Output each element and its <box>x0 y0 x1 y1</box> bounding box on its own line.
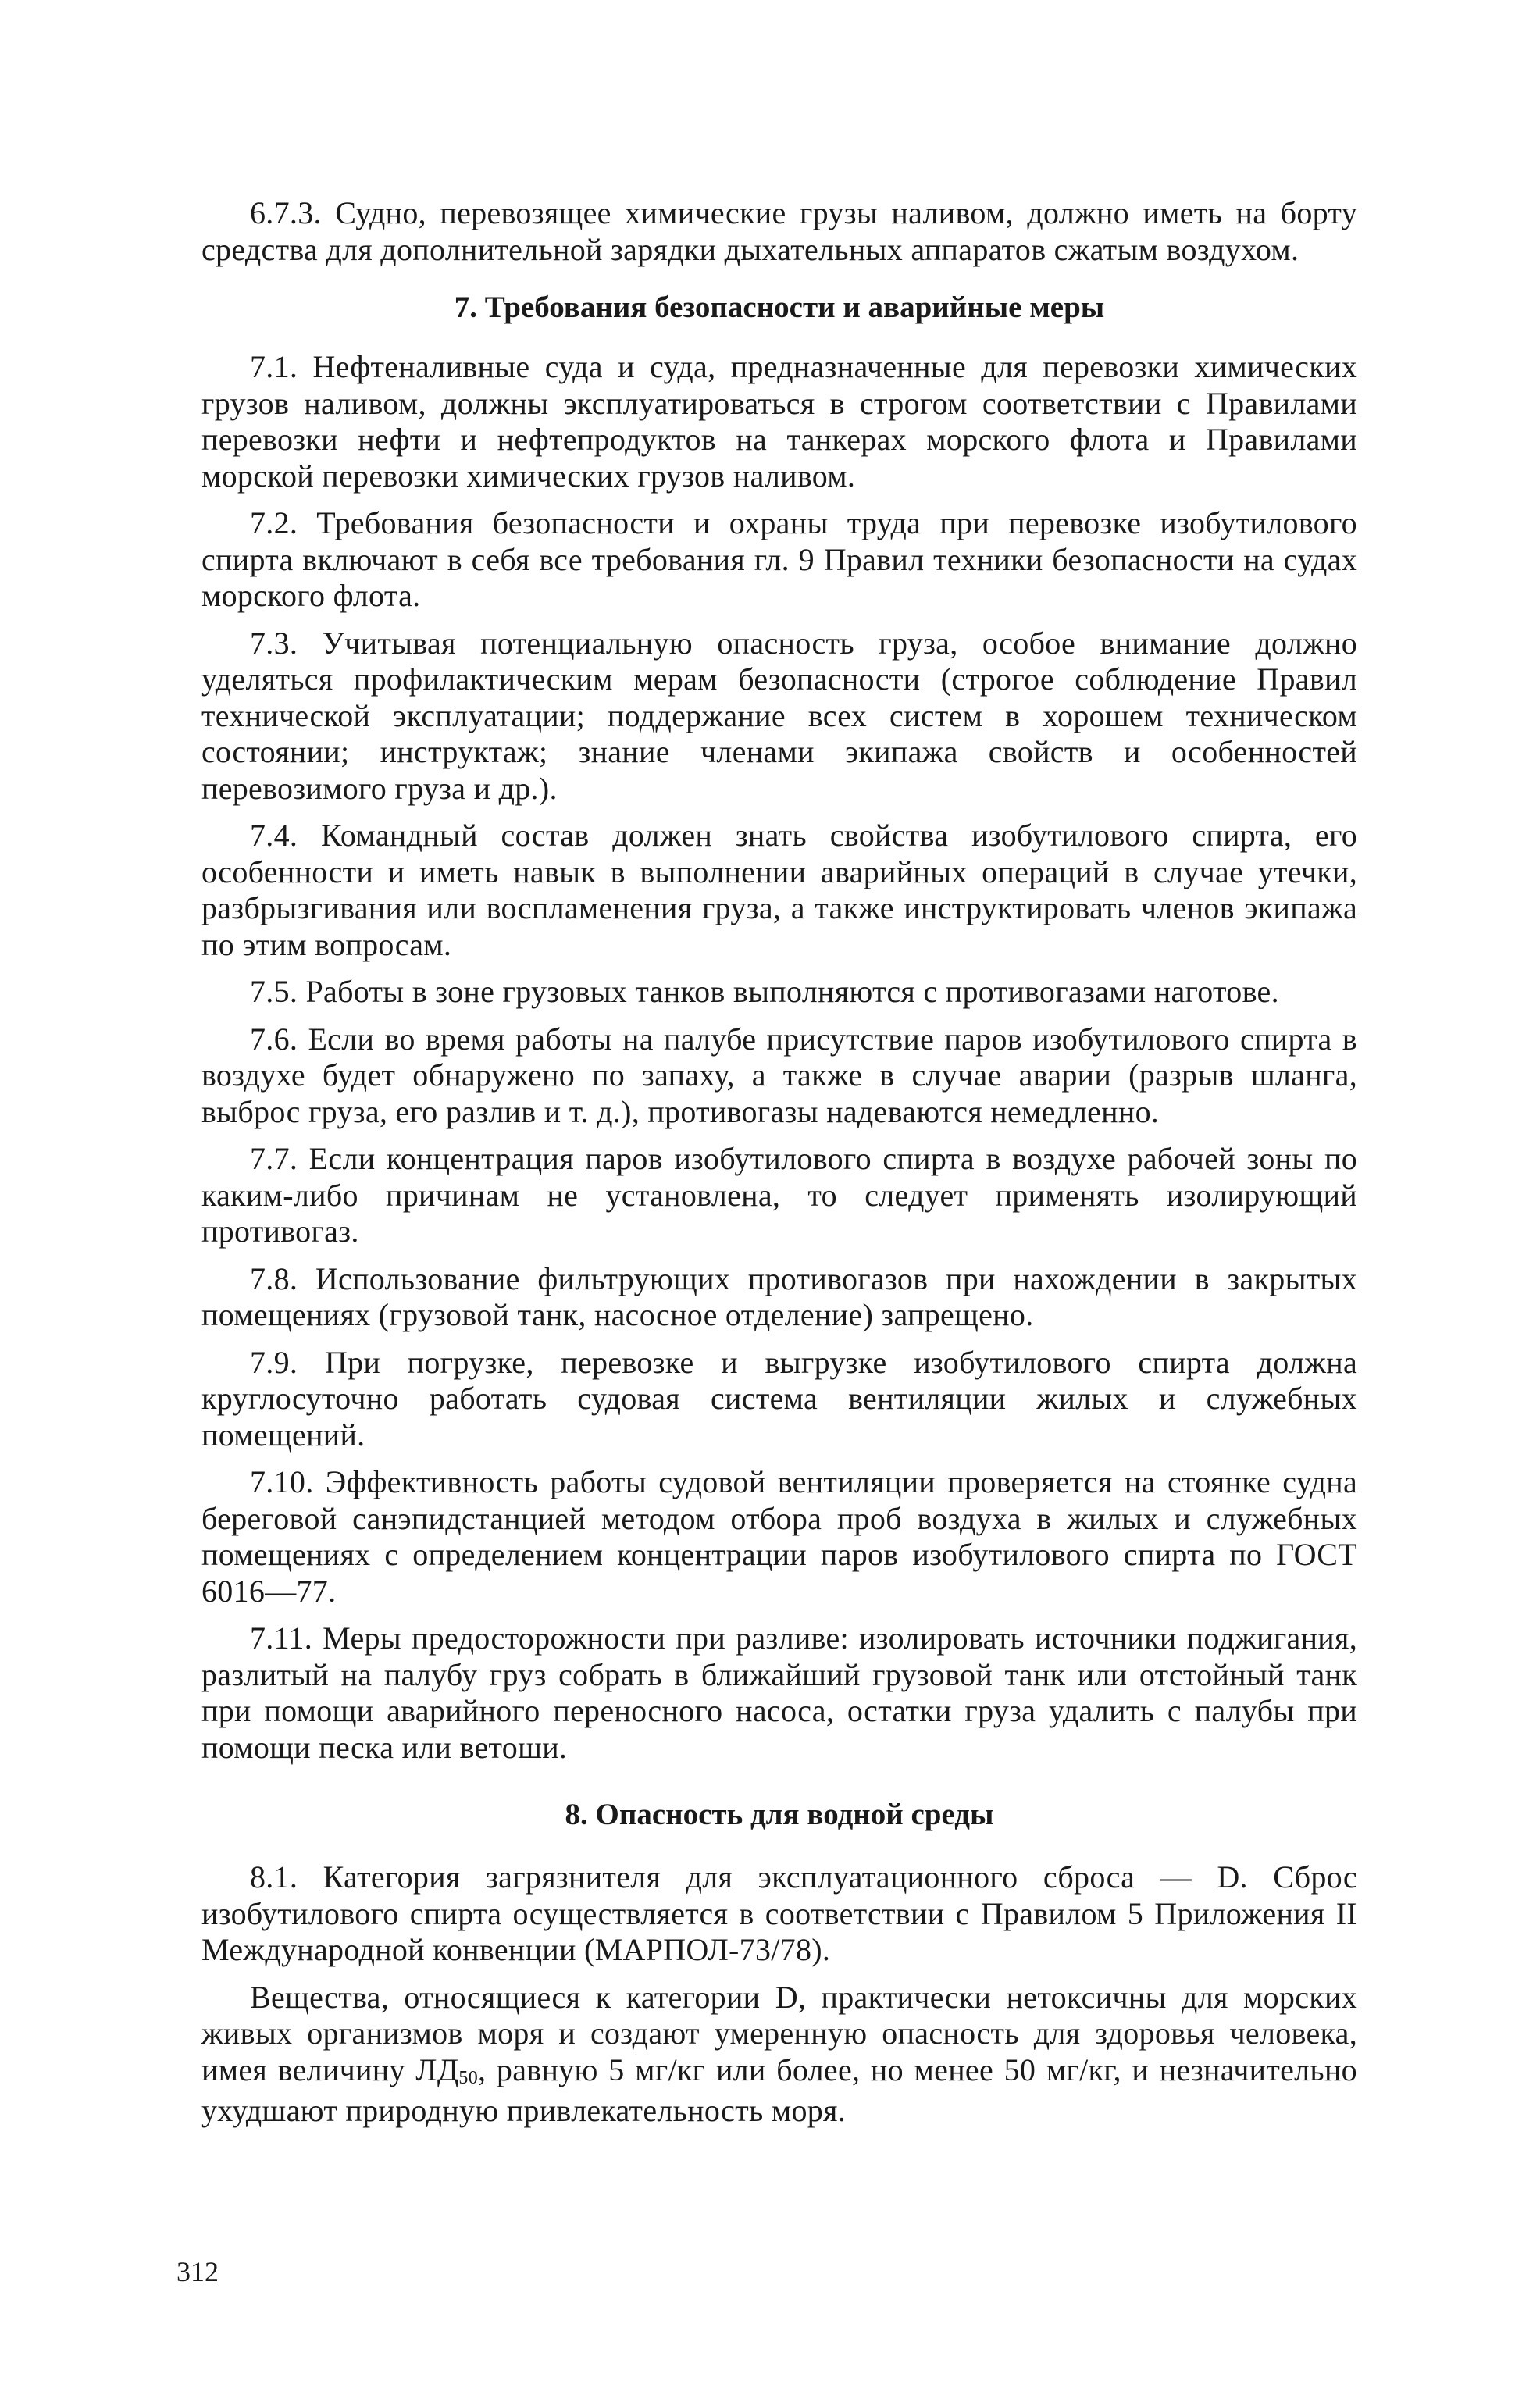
section-8-heading: 8. Опасность для водной среды <box>565 1798 994 1831</box>
paragraph-7-7: 7.7. Если концентрация паров изобутилового спирта в воздухе рабочей зоны по каким-либо причинам не установлена, то следует применять изолирующий противогаз. <box>201 1141 1357 1249</box>
paragraph-7-6: 7.6. Если во время работы на палубе присутствие паров изобутилового спирта в воздухе будет обнаружено по запаху, а также в случае аварии (разрыв шланга, выброс груза, его разлив и т. д.), противогазы надеваются немедленно. <box>201 1021 1357 1129</box>
paragraph-7-5: 7.5. Работы в зоне грузовых танков выполняются с противогазами наготове. <box>250 974 1279 1009</box>
paragraph-8-1: 8.1. Категория загрязнителя для эксплуатационного сброса — D. Сброс изобутилового спирта осуществляется в соответствии с Правилом 5 Приложения II Международной конвенции (МАРПОЛ-73/78). <box>201 1859 1357 1967</box>
page-number: 312 <box>176 2256 219 2287</box>
document-page <box>201 195 1357 2141</box>
paragraph-7-1: 7.1. Нефтеналивные суда и суда, предназначенные для перевозки химических грузов наливом, должны эксплуатироваться в строгом соответствии с Правилами перевозки нефти и нефтепродуктов на танкерах морского флота и Правилами морской перевозки химических грузов наливом. <box>201 349 1357 494</box>
paragraph-7-10: 7.10. Эффективность работы судовой вентиляции проверяется на стоянке судна береговой санэпидстанцией методом отбора проб воздуха в жилых и служебных помещениях с определением концентрации паров изобутилового спирта по ГОСТ 6016—77. <box>201 1464 1357 1609</box>
paragraph-7-9: 7.9. При погрузке, перевозке и выгрузке изобутилового спирта должна круглосуточно работать судовая система вентиляции жилых и служебных помещений. <box>201 1344 1357 1453</box>
paragraph-8-2-start: Вещества, относящиеся к категории D, практически нетоксичны для морских живых организмов моря и создают умеренную опасность для здоровья человека, имея величину ЛД <box>201 1979 1357 2087</box>
paragraph-6-7-3: 6.7.3. Судно, перевозящее химические грузы наливом, должно иметь на борту средства для дополнительной зарядки дыхательных аппаратов сжатым воздухом. <box>201 195 1357 267</box>
paragraph-7-2: 7.2. Требования безопасности и охраны труда при перевозке изобутилового спирта включают в себя все требования гл. 9 Правил техники безопасности на судах морского флота. <box>201 505 1357 613</box>
paragraph-7-8: 7.8. Использование фильтрующих противогазов при нахождении в закрытых помещениях (грузовой танк, насосное отделение) запрещено. <box>201 1260 1357 1332</box>
paragraph-8-2-end: , равную 5 мг/кг или более, но менее 50 мг/кг, и незначительно ухудшают природную привлекательность моря. <box>201 2051 1357 2128</box>
paragraph-7-3: 7.3. Учитывая потенциальную опасность груза, особое внимание должно уделяться профилактическим мерам безопасности (строгое соблюдение Правил технической эксплуатации; поддержание всех систем в хорошем техническом состоянии; инструктаж; знание членами экипажа свойств и особенностей перевозимого груза и др.). <box>201 625 1357 806</box>
paragraph-8-2 <box>201 1980 1357 2130</box>
section-7-heading: 7. Требования безопасности и аварийные меры <box>454 291 1105 324</box>
paragraph-7-4: 7.4. Командный состав должен знать свойства изобутилового спирта, его особенности и иметь навык в выполнении аварийных операций в случае утечки, разбрызгивания или воспламенения груза, а также инструктировать членов экипажа по этим вопросам. <box>201 818 1357 962</box>
paragraph-7-11: 7.11. Меры предосторожности при разливе: изолировать источники поджигания, разлитый на палубу груз собрать в ближайший грузовой танк или отстойный танк при помощи аварийного переносного насоса, остатки груза удалить с палубы при помощи песка или ветоши. <box>201 1620 1357 1765</box>
ld-subscript: 50 <box>458 2067 479 2088</box>
